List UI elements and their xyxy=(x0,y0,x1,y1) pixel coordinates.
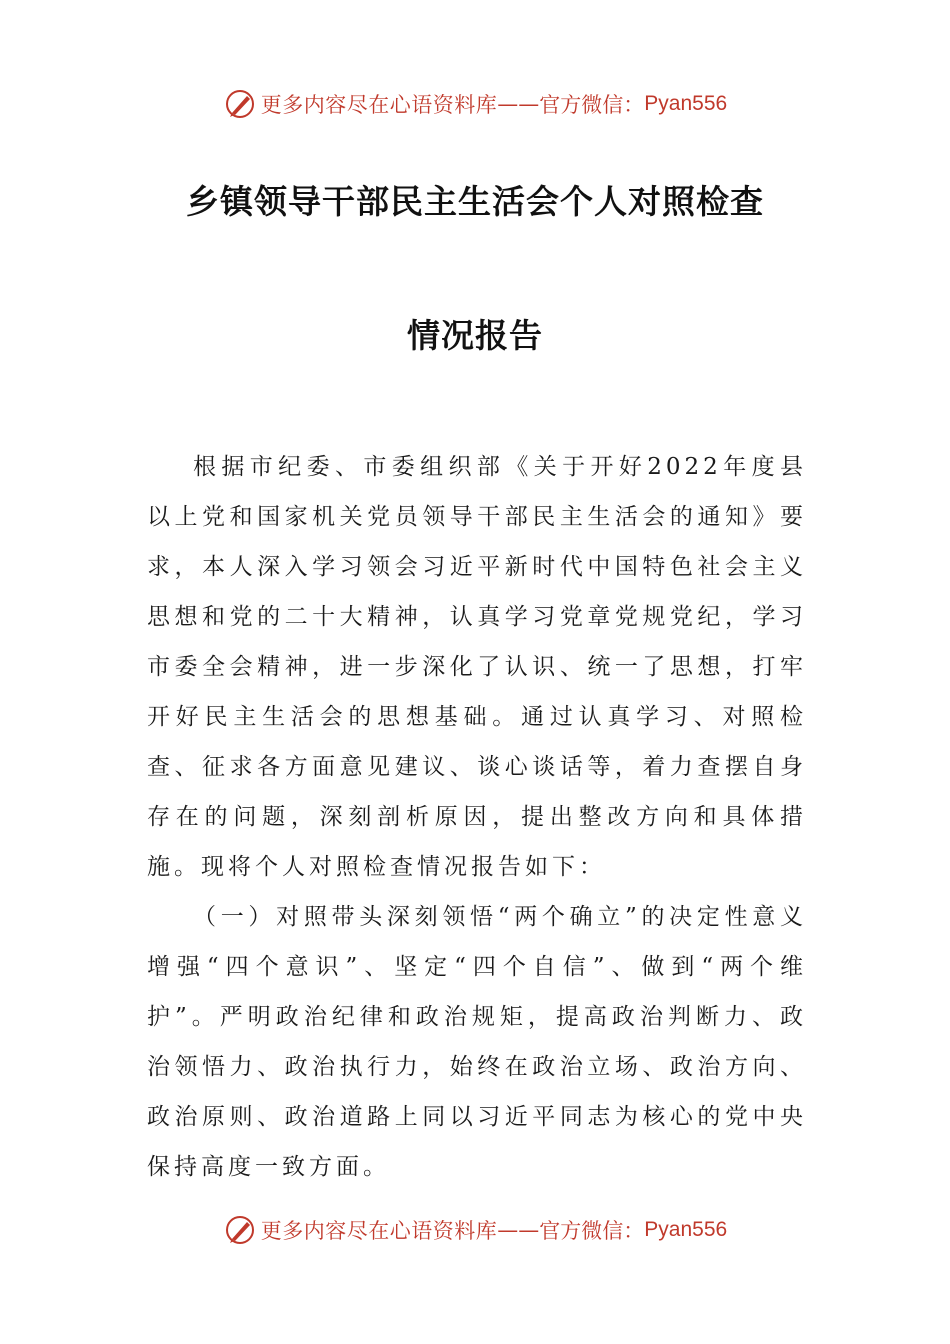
watermark-dash: —— xyxy=(497,1218,540,1242)
paragraph-intro: 根据市纪委、市委组织部《关于开好2022年度县以上党和国家机关党员领导干部民主生活会的通知》要求，本人深入学习领会习近平新时代中国特色社会主义思想和党的二十大精神，认真学习党章党规党纪，学习市委全会精神，进一步深化了认识、统一了思想，打牢开好民主生活会的思想基础。通过认真学习、对照检查、征求各方面意见建议、谈心谈话等，着力查摆自身存在的问题，深刻剖析原因，提出整改方向和具体措施。现将个人对照检查情况报告如下： xyxy=(147,454,807,880)
document-body xyxy=(147,442,807,1192)
pen-logo-icon xyxy=(223,87,257,121)
document-title-line2: 情况报告 xyxy=(407,316,543,355)
watermark-text: 更多内容尽在心语资料库 xyxy=(260,93,498,117)
watermark-wechat-label: 官方微信： xyxy=(539,1219,645,1243)
watermark-wechat-id: Pyan556 xyxy=(644,92,728,115)
watermark-wechat-label: 官方微信： xyxy=(539,93,645,117)
watermark-text: 更多内容尽在心语资料库 xyxy=(260,1219,498,1243)
document-title-line1: 乡镇领导干部民主生活会个人对照检查 xyxy=(186,182,764,221)
watermark-dash: —— xyxy=(497,92,540,116)
paragraph-section-1: （一）对照带头深刻领悟“两个确立”的决定性意义增强“四个意识”、坚定“四个自信”、做到“两个维护”。严明政治纪律和政治规矩，提高政治判断力、政治领悟力、政治执行力，始终在政治立场、政治方向、政治原则、政治道路上同以习近平同志为核心的党中央保持高度一致方面。 xyxy=(147,904,807,1180)
watermark-header xyxy=(0,84,950,124)
watermark-wechat-id: Pyan556 xyxy=(644,1218,728,1241)
watermark-footer xyxy=(0,1210,950,1250)
pen-logo-icon xyxy=(223,1213,257,1247)
